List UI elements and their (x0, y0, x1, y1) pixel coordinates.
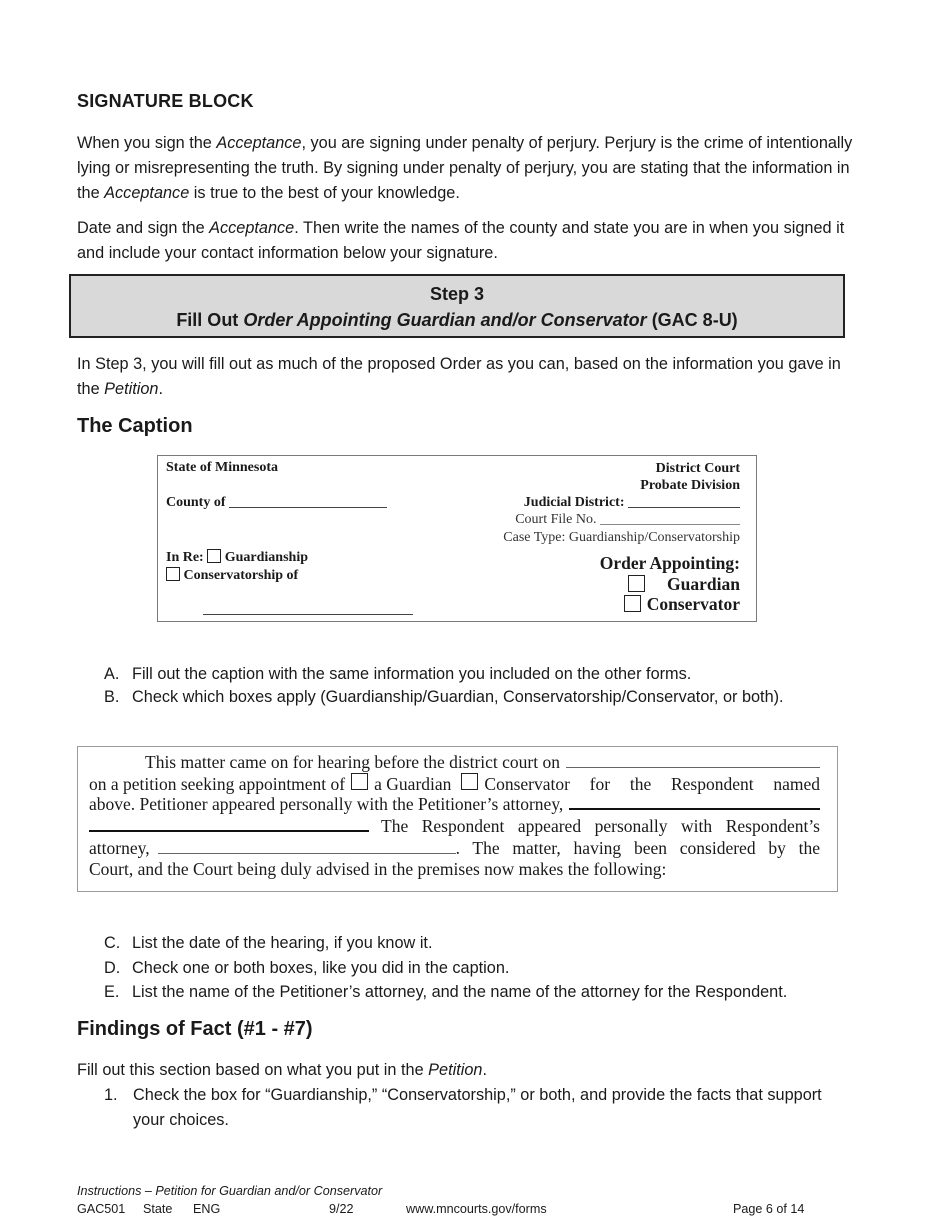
findings-item-1: 1. Check the box for “Guardianship,” “Conservatorship,” or both, and provide the facts that support your choices. (104, 1086, 822, 1129)
caption-in-re: In Re: Guardianship (166, 550, 308, 565)
caption-case-type: Case Type: Guardianship/Conservatorship (503, 530, 740, 545)
caption-conservatorship: Conservatorship of (166, 567, 298, 584)
step-3-subtitle: Fill Out Order Appointing Guardian and/or Conservator (GAC 8-U) (176, 310, 738, 330)
matter-line-2: on a petition seeking appointment of a Guardian Conservator for the Respondent named (89, 774, 820, 794)
conservator-petition-checkbox[interactable] (461, 773, 478, 790)
step-3-intro: In Step 3, you will fill out as much of the proposed Order as you can, based on the information you gave in the Petition. (77, 355, 841, 398)
footer-language: ENG (193, 1202, 221, 1216)
footer-page-number: Page 6 of 14 (733, 1202, 805, 1216)
county-blank-line (229, 507, 387, 508)
matter-line-4: The Respondent appeared personally with Respondent’s (89, 816, 820, 837)
footer-title: Instructions – Petition for Guardian and/or Conservator (77, 1184, 383, 1198)
matter-line-6: Court, and the Court being duly advised in the premises now makes the following: (89, 859, 667, 879)
petitioner-attorney-line (569, 808, 820, 810)
hearing-date-line (566, 767, 820, 768)
respondent-name-line (203, 614, 413, 615)
signature-paragraph-1: When you sign the Acceptance, you are signing under penalty of perjury. Perjury is the crime of intentionally lying or misrepresenting the truth. By signing under penalty of perjury, you are stating that the information in the Acceptance is true to the best of your knowledge. (77, 134, 853, 202)
hearing-sample-form (77, 746, 838, 892)
list-item-c: C. List the date of the hearing, if you know it. (104, 934, 433, 952)
caption-state: State of Minnesota (166, 460, 278, 475)
guardian-checkbox[interactable] (628, 575, 645, 592)
conservator-checkbox[interactable] (624, 595, 641, 612)
caption-order-appointing: Order Appointing: (599, 553, 740, 573)
footer-form-code: GAC501 (77, 1202, 126, 1216)
caption-court-info: District Court Probate Division (640, 461, 740, 493)
respondent-attorney-line (158, 853, 456, 854)
caption-court-file-no: Court File No. (515, 512, 740, 528)
section-heading-findings-of-fact: Findings of Fact (#1 - #7) (77, 1018, 313, 1040)
list-item-d: D. Check one or both boxes, like you did in the caption. (104, 959, 510, 977)
caption-conservator-option: Conservator (624, 594, 740, 615)
section-heading-signature-block: SIGNATURE BLOCK (77, 91, 254, 111)
step-3-banner (69, 274, 845, 338)
petitioner-attorney-line-2 (89, 830, 369, 832)
footer-date: 9/22 (329, 1202, 354, 1216)
matter-line-1: This matter came on for hearing before the district court on (89, 752, 820, 773)
findings-intro: Fill out this section based on what you put in the Petition. (77, 1061, 488, 1079)
guardian-petition-checkbox[interactable] (351, 773, 368, 790)
caption-guardian-option: Guardian (628, 574, 740, 595)
caption-judicial-district: Judicial District: (524, 495, 740, 511)
list-item-a: A. Fill out the caption with the same information you included on the other forms. (104, 665, 692, 683)
list-item-b: B. Check which boxes apply (Guardianship/Guardian, Conservatorship/Conservator, or both). (104, 688, 784, 706)
footer-state: State (143, 1202, 173, 1216)
caption-county: County of (166, 495, 387, 511)
footer-url[interactable]: www.mncourts.gov/forms (406, 1202, 547, 1216)
matter-line-5: attorney, . The matter, having been considered by the (89, 838, 820, 858)
list-item-e: E. List the name of the Petitioner’s attorney, and the name of the attorney for the Respondent. (104, 983, 788, 1001)
step-3-title: Step 3 (429, 284, 485, 304)
section-heading-the-caption: The Caption (77, 415, 193, 437)
matter-line-3: above. Petitioner appeared personally with the Petitioner’s attorney, (89, 794, 820, 815)
caption-sample-form (157, 455, 757, 622)
conservatorship-checkbox[interactable] (166, 567, 180, 581)
guardianship-checkbox[interactable] (207, 549, 221, 563)
signature-paragraph-2: Date and sign the Acceptance. Then write the names of the county and state you are in when you signed it and include your contact information below your signature. (77, 219, 845, 262)
